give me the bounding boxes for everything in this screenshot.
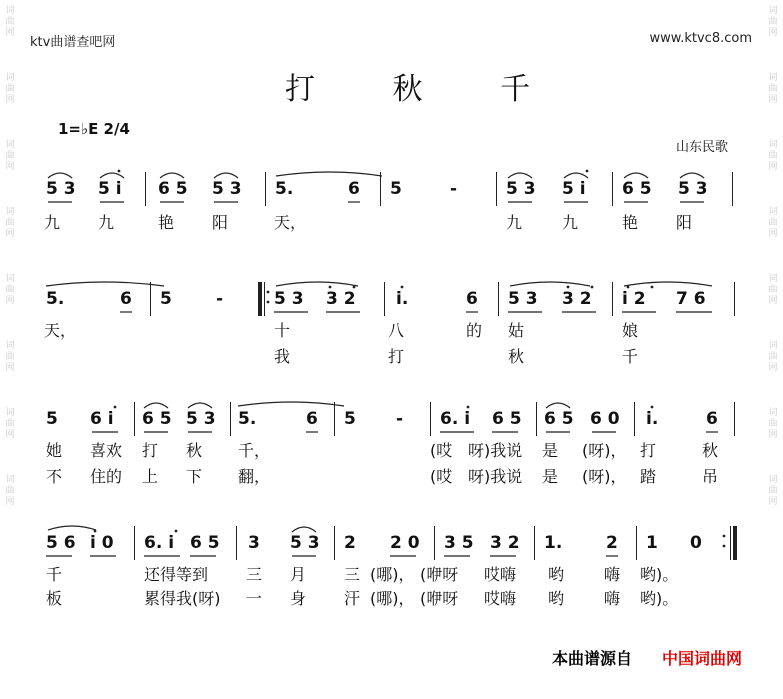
slur — [624, 282, 712, 286]
note-group: 6 0 — [590, 409, 620, 429]
note-group: 5 6 — [46, 533, 76, 553]
lyric: 下 — [186, 467, 203, 486]
slur — [292, 527, 316, 532]
lyric: 九 — [98, 213, 115, 232]
side-watermark: 词曲网 — [5, 6, 15, 38]
side-watermark: 词曲网 — [768, 274, 778, 306]
lyric: 嗨 — [604, 589, 621, 608]
note-group: 2 0 — [390, 533, 420, 553]
note-group: 5 — [160, 289, 172, 309]
barline — [734, 402, 735, 436]
slur — [188, 403, 212, 408]
lyric: 十 — [274, 321, 291, 340]
footer-source-text: 本曲谱源自 — [552, 649, 633, 668]
note-group: 5 — [344, 409, 356, 429]
lyric: 天， — [274, 213, 307, 232]
lyric: 秋 — [508, 347, 525, 366]
lyric-line-2b — [0, 348, 783, 370]
side-watermark: 词曲网 — [5, 408, 15, 440]
lyric: 是 — [542, 441, 559, 460]
note-group: 6. i — [440, 409, 471, 429]
lyric: 月 — [290, 565, 307, 584]
side-watermark: 词曲网 — [768, 475, 778, 507]
note-group: 1. — [544, 533, 563, 553]
lyric: (哪)， — [370, 565, 415, 584]
lyric-line-3b — [0, 468, 783, 490]
barline — [334, 526, 335, 560]
note-group: 6 — [306, 409, 318, 429]
note-group: 5 3 — [508, 289, 538, 309]
barline — [734, 282, 735, 316]
lyric: (哎 — [430, 467, 453, 486]
slur — [214, 173, 238, 178]
note-group: 1 — [646, 533, 658, 553]
barline — [536, 402, 537, 436]
lyric: (咿呀 — [420, 589, 459, 608]
slur — [510, 282, 590, 286]
note-group: 7 6 — [676, 289, 706, 309]
barline — [384, 282, 385, 316]
lyric: 她 — [46, 441, 63, 460]
side-watermark: 词曲网 — [768, 207, 778, 239]
barline — [265, 172, 266, 206]
lyric: 喜欢 — [90, 441, 123, 460]
barline — [498, 282, 499, 316]
note-group: 6 i — [90, 409, 114, 429]
lyric: 踏 — [640, 467, 657, 486]
note-group: 6 5 — [622, 179, 652, 199]
side-watermark: 词曲网 — [5, 140, 15, 172]
note-group: 6 5 — [492, 409, 522, 429]
lyric-line-4b — [0, 590, 783, 612]
lyric: 艳 — [622, 213, 639, 232]
barline — [496, 172, 497, 206]
lyric: 打 — [388, 347, 405, 366]
lyric-line-3a — [0, 442, 783, 464]
note-group: 2 — [344, 533, 356, 553]
barline — [150, 282, 151, 316]
lyric: 我 — [274, 347, 291, 366]
lyric: 呀)我说 — [468, 441, 523, 460]
barline — [434, 526, 435, 560]
lyric: 娘 — [622, 321, 639, 340]
slur — [624, 173, 648, 178]
note-group: 5 3 — [290, 533, 320, 553]
slur — [160, 173, 184, 178]
lyric: 哎嗨 — [484, 589, 517, 608]
note-group: 5 3 — [506, 179, 536, 199]
lyric: 九 — [562, 213, 579, 232]
lyric: 呀)我说 — [468, 467, 523, 486]
note-group: - — [216, 289, 224, 309]
tie — [238, 402, 344, 406]
note-group: 5 3 — [186, 409, 216, 429]
lyric: 哟)。 — [640, 589, 679, 608]
note-group: i. — [646, 409, 659, 429]
lyric: 翻， — [238, 467, 271, 486]
footer-site-link[interactable]: 中国词曲网 — [662, 649, 743, 668]
lyric: 哟 — [548, 565, 565, 584]
note-group: 3 — [248, 533, 260, 553]
repeat-end-barline — [733, 526, 737, 560]
lyric: 的 — [466, 321, 483, 340]
score-line-1 — [0, 168, 783, 208]
note-group: 3 2 — [326, 289, 356, 309]
note-group: i 2 — [622, 289, 646, 309]
repeat-start-barline — [264, 282, 265, 316]
lyric: 九 — [44, 213, 61, 232]
barline — [334, 402, 335, 436]
note-group: - — [396, 409, 404, 429]
note-group: 6 5 — [142, 409, 172, 429]
slur — [48, 526, 96, 530]
lyric-line-2a — [0, 322, 783, 344]
barline — [634, 402, 635, 436]
barline — [612, 282, 613, 316]
note-group: 2 — [606, 533, 618, 553]
lyric: 阳 — [212, 213, 229, 232]
lyric: 汗 — [344, 589, 361, 608]
score-line-4 — [0, 522, 783, 562]
key-signature: 1=♭E 2/4 — [58, 120, 130, 138]
lyric: 九 — [506, 213, 523, 232]
note-group: 5 i — [98, 179, 122, 199]
side-watermark: 词曲网 — [768, 408, 778, 440]
note-group: 3 5 — [444, 533, 474, 553]
slur — [100, 173, 124, 178]
lyric: 身 — [290, 589, 307, 608]
lyric: 秋 — [186, 441, 203, 460]
repeat-end-barline — [730, 526, 731, 560]
repeat-start-barline — [258, 282, 262, 316]
lyric: 三 — [246, 565, 263, 584]
lyric: 艳 — [158, 213, 175, 232]
score-line-3 — [0, 398, 783, 438]
side-watermark: 词曲网 — [768, 73, 778, 105]
note-group: 5. — [238, 409, 257, 429]
lyric: 千 — [622, 347, 639, 366]
barline — [134, 526, 135, 560]
note-group: 5. — [275, 179, 294, 199]
note-group: 6 — [348, 179, 360, 199]
song-origin: 山东民歌 — [676, 140, 729, 155]
slur — [680, 173, 704, 178]
note-group: i 0 — [90, 533, 114, 553]
slur — [144, 403, 168, 408]
note-group: 5 — [390, 179, 402, 199]
note-group: 6 — [466, 289, 478, 309]
lyric: (呀)， — [582, 441, 627, 460]
lyric: 三 — [344, 565, 361, 584]
lyric: 天， — [44, 321, 77, 340]
lyric: (哪)， — [370, 589, 415, 608]
barline — [430, 402, 431, 436]
lyric: 吊 — [702, 467, 719, 486]
barline — [380, 172, 381, 206]
side-watermark: 词曲网 — [5, 341, 15, 373]
barline — [732, 172, 733, 206]
note-group: 6 5 — [544, 409, 574, 429]
lyric: (咿呀 — [420, 565, 459, 584]
lyric: 板 — [46, 589, 63, 608]
lyric: 一 — [246, 589, 263, 608]
note-group: 5 3 — [212, 179, 242, 199]
lyric: 上 — [142, 467, 159, 486]
lyric: 千 — [46, 565, 63, 584]
lyric: 打 — [640, 441, 657, 460]
note-group: 6 — [706, 409, 718, 429]
side-watermark: 词曲网 — [768, 6, 778, 38]
tie — [276, 172, 382, 176]
note-group: 5 i — [562, 179, 586, 199]
score-line-2 — [0, 278, 783, 318]
barline — [534, 526, 535, 560]
side-watermark: 词曲网 — [5, 274, 15, 306]
barline — [134, 402, 135, 436]
note-group: 3 2 — [562, 289, 592, 309]
barline — [612, 172, 613, 206]
lyric-line-1 — [0, 214, 783, 236]
lyric: 还得等到 — [144, 565, 209, 584]
lyric: 哎嗨 — [484, 565, 517, 584]
lyric: 住的 — [90, 467, 123, 486]
side-watermark: 词曲网 — [768, 341, 778, 373]
lyric: 哟)。 — [640, 565, 679, 584]
site-name-left: ktv曲谱查吧网 — [30, 35, 116, 50]
note-group: 5 3 — [678, 179, 708, 199]
note-group: 5. — [46, 289, 65, 309]
note-group: 6 5 — [158, 179, 188, 199]
slur — [276, 282, 358, 286]
note-group: 6 5 — [190, 533, 220, 553]
lyric: 姑 — [508, 321, 525, 340]
side-watermark: 词曲网 — [5, 207, 15, 239]
barline — [236, 526, 237, 560]
lyric: (呀)， — [582, 467, 627, 486]
lyric: 哟 — [548, 589, 565, 608]
note-group: 6 — [120, 289, 132, 309]
note-group: i. — [396, 289, 409, 309]
lyric: (哎 — [430, 441, 453, 460]
barline — [230, 402, 231, 436]
note-group: 3 2 — [490, 533, 520, 553]
lyric: 阳 — [676, 213, 693, 232]
slur-layer — [0, 278, 783, 318]
site-url-right: www.ktvc8.com — [649, 31, 752, 46]
slur — [546, 403, 570, 408]
note-group: 5 3 — [274, 289, 304, 309]
lyric: 八 — [388, 321, 405, 340]
slur — [48, 173, 72, 178]
lyric: 累得我(呀) — [144, 589, 221, 608]
lyric: 嗨 — [604, 565, 621, 584]
lyric: 打 — [142, 441, 159, 460]
barline — [636, 526, 637, 560]
side-watermark: 词曲网 — [5, 73, 15, 105]
note-group: 0 — [690, 533, 702, 553]
slur — [564, 173, 588, 178]
lyric: 千， — [238, 441, 271, 460]
lyric: 是 — [542, 467, 559, 486]
lyric: 不 — [46, 467, 63, 486]
slur — [508, 173, 532, 178]
note-group: - — [450, 179, 458, 199]
page-title: 打 秋 千 — [285, 72, 565, 107]
barline — [145, 172, 146, 206]
side-watermark: 词曲网 — [5, 475, 15, 507]
lyric: 秋 — [702, 441, 719, 460]
side-watermark: 词曲网 — [768, 140, 778, 172]
note-group: 5 3 — [46, 179, 76, 199]
lyric-line-4a — [0, 566, 783, 588]
note-group: 6. i — [144, 533, 175, 553]
note-group: 5 — [46, 409, 58, 429]
slur-layer — [0, 398, 783, 438]
tie — [46, 282, 164, 286]
